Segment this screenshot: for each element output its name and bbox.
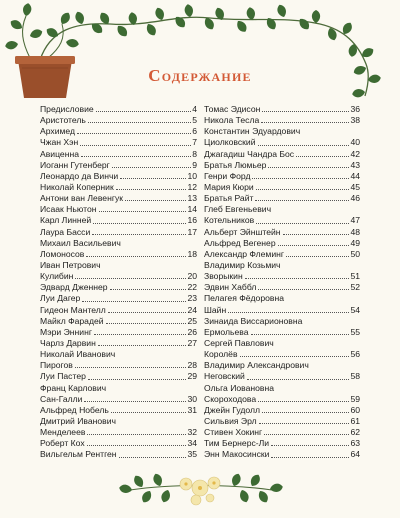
toc-entry — [40, 282, 197, 293]
toc-page-number: 14 — [187, 204, 197, 215]
toc-page-number: 34 — [187, 438, 197, 449]
toc-page-number: 31 — [187, 404, 197, 415]
toc-entry-name: Авиценна — [40, 148, 79, 159]
dot-leader — [261, 122, 349, 123]
toc-entry-row — [204, 371, 360, 382]
dot-leader — [80, 145, 191, 146]
toc-entry — [40, 371, 197, 382]
toc-entry-name: Владимир Александрович — [204, 360, 309, 371]
toc-entry — [40, 316, 197, 327]
toc-entry — [204, 427, 360, 438]
toc-entry — [204, 316, 360, 338]
toc-entry-row — [204, 327, 360, 338]
toc-entry-name: Карл Линней — [40, 215, 92, 226]
dot-leader — [87, 434, 186, 435]
toc-entry-row — [204, 171, 360, 182]
toc-entry-name: Архимед — [40, 126, 76, 137]
toc-entry-row — [40, 305, 197, 316]
dot-leader — [247, 379, 350, 380]
toc-entry — [40, 126, 197, 137]
toc-entry-name: Сильвия Эрл — [204, 415, 257, 426]
toc-entry — [204, 126, 360, 148]
toc-entry-row — [204, 271, 360, 282]
toc-entry-row — [204, 449, 360, 460]
toc-page-number: 17 — [187, 226, 197, 237]
toc-entry — [40, 405, 197, 416]
toc-entry — [204, 182, 360, 193]
toc-entry-name: Вильгельм Рентген — [40, 449, 117, 460]
toc-page-number: 58 — [350, 371, 360, 382]
toc-entry — [40, 438, 197, 449]
dot-leader — [75, 367, 187, 368]
toc-entry-row — [40, 338, 197, 349]
toc-page-number: 64 — [350, 449, 360, 460]
toc-entry-name: Майкл Фарадей — [40, 315, 104, 326]
toc-entry-row — [40, 215, 197, 226]
toc-entry-name: Скороходова — [204, 393, 257, 404]
dot-leader — [258, 289, 349, 290]
dot-leader — [75, 278, 186, 279]
toc-entry-name: Томас Эдисон — [204, 103, 261, 114]
page-title: Содержание — [148, 66, 252, 85]
toc-entry-name: Шайн — [204, 304, 227, 315]
toc-page-number: 6 — [192, 126, 197, 137]
toc-page-number: 32 — [187, 427, 197, 438]
toc-entry-row — [204, 238, 360, 249]
dot-leader — [271, 457, 349, 458]
dot-leader — [110, 289, 187, 290]
toc-page-number: 26 — [187, 326, 197, 337]
toc-entry-name: Альберт Эйнштейн — [204, 226, 281, 237]
toc-entry-row — [40, 438, 197, 449]
toc-entry-name: Никола Тесла — [204, 115, 260, 126]
dot-leader — [278, 245, 350, 246]
toc-entry — [40, 227, 197, 238]
toc-entry-name: Луи Пастер — [40, 371, 86, 382]
toc-entry-row — [204, 160, 360, 171]
toc-entry-row — [40, 327, 197, 338]
toc-page-number: 36 — [350, 103, 360, 114]
toc-entry-name: Антони ван Левенгук — [40, 193, 124, 204]
toc-entry-row — [40, 104, 197, 115]
toc-entry — [204, 416, 360, 427]
toc-entry-name: Леонардо да Винчи — [40, 170, 119, 181]
dot-leader — [116, 189, 187, 190]
toc-entry-name: Александр Флеминг — [204, 248, 285, 259]
toc-entry — [40, 137, 197, 148]
dot-leader — [96, 111, 192, 112]
dot-leader — [259, 423, 350, 424]
toc-entry-row — [40, 193, 197, 204]
toc-entry-row — [204, 427, 360, 438]
toc-entry-row — [40, 316, 197, 327]
toc-entry-name: Королёв — [204, 349, 238, 360]
toc-entry-row — [204, 416, 360, 427]
toc-page-number: 28 — [187, 360, 197, 371]
dot-leader — [264, 434, 349, 435]
toc-page-number: 12 — [187, 181, 197, 192]
toc-entry-name: Братья Люмьер — [204, 159, 267, 170]
toc-entry — [40, 193, 197, 204]
toc-page-number: 8 — [192, 148, 197, 159]
toc-entry — [40, 449, 197, 460]
toc-entry-name: Энн Макосински — [204, 449, 270, 460]
potted-plant-vine-illustration — [0, 0, 400, 110]
toc-entry — [204, 238, 360, 249]
dot-leader — [120, 178, 186, 179]
toc-entry — [40, 204, 197, 215]
toc-page-number: 40 — [350, 137, 360, 148]
toc-page-number: 38 — [350, 115, 360, 126]
toc-entry-row — [40, 449, 197, 460]
toc-entry-row — [204, 282, 360, 293]
toc-page-number: 62 — [350, 427, 360, 438]
toc-entry-name: Котельников — [204, 215, 255, 226]
toc-entry-row — [40, 204, 197, 215]
toc-entry-name: Кулибин — [40, 271, 74, 282]
toc-entry-name: Ермольева — [204, 326, 249, 337]
toc-entry — [204, 360, 360, 382]
toc-entry — [204, 149, 360, 160]
toc-page-number: 10 — [187, 170, 197, 181]
toc-entry — [40, 383, 197, 405]
dot-leader — [99, 211, 187, 212]
toc-page-number: 18 — [187, 248, 197, 259]
toc-entry-name: Генри Форд — [204, 170, 251, 181]
dot-leader — [88, 122, 191, 123]
dot-leader — [258, 145, 350, 146]
dot-leader — [245, 278, 350, 279]
toc-entry-name: Предисловие — [40, 103, 94, 114]
toc-entry-row — [204, 149, 360, 160]
toc-page-number: 16 — [187, 215, 197, 226]
floral-wreath-illustration — [0, 464, 400, 518]
toc-entry — [40, 238, 197, 260]
dot-leader — [283, 234, 350, 235]
dot-leader — [296, 156, 349, 157]
toc-entry-name: Роберт Кох — [40, 438, 85, 449]
toc-entry-name: Глеб Евгеньевич — [204, 204, 272, 215]
toc-entry-name: Эдвин Хаббл — [204, 282, 257, 293]
dot-leader — [84, 401, 186, 402]
toc-entry — [204, 260, 360, 282]
toc-entry-row — [204, 137, 360, 148]
toc-entry-name: Чарлз Дарвин — [40, 337, 96, 348]
toc-entry — [204, 115, 360, 126]
toc-entry-row — [40, 227, 197, 238]
dot-leader — [256, 223, 349, 224]
toc-entry-name: Циолковский — [204, 137, 256, 148]
dot-leader — [271, 445, 349, 446]
toc-entry-row — [204, 215, 360, 226]
toc-page-number: 13 — [187, 193, 197, 204]
toc-entry — [40, 338, 197, 349]
toc-page-number: 45 — [350, 181, 360, 192]
toc-entry-row — [204, 305, 360, 316]
toc-entry-row — [40, 182, 197, 193]
toc-entry-name: Альфред Вегенер — [204, 237, 276, 248]
dot-leader — [286, 256, 349, 257]
toc-entry — [204, 249, 360, 260]
toc-entry — [40, 215, 197, 226]
toc-entry-row — [40, 360, 197, 371]
toc-entry — [204, 282, 360, 293]
toc-entry-name: Иоганн Гутенберг — [40, 159, 110, 170]
toc-entry-name: Стивен Хокинг — [204, 427, 263, 438]
toc-entry — [40, 349, 197, 371]
toc-page-number: 22 — [187, 282, 197, 293]
toc-entry — [204, 449, 360, 460]
toc-page-number: 25 — [187, 315, 197, 326]
toc-page-number: 60 — [350, 404, 360, 415]
toc-entry-row — [40, 405, 197, 416]
toc-entry — [204, 405, 360, 416]
toc-page-number: 49 — [350, 237, 360, 248]
dot-leader — [262, 412, 349, 413]
dot-leader — [92, 234, 186, 235]
toc-page-number: 51 — [350, 271, 360, 282]
toc-page-number: 29 — [187, 371, 197, 382]
toc-page-number: 56 — [350, 349, 360, 360]
toc-entry-row — [40, 171, 197, 182]
toc-entry — [40, 260, 197, 282]
toc-page-number: 5 — [192, 115, 197, 126]
toc-entry-row — [40, 160, 197, 171]
dot-leader — [82, 301, 186, 302]
toc-entry — [204, 438, 360, 449]
dot-leader — [98, 345, 187, 346]
dot-leader — [81, 156, 191, 157]
toc-entry-name: Пелагея Фёдоровна — [204, 293, 284, 304]
dot-leader — [88, 379, 187, 380]
dot-leader — [108, 312, 187, 313]
toc-entry-name: Николай Иванович — [40, 349, 116, 360]
dot-leader — [77, 133, 191, 134]
toc-entry-name: Лаура Басси — [40, 226, 91, 237]
toc-entry-row — [40, 137, 197, 148]
toc-entry — [40, 327, 197, 338]
toc-page-number: 35 — [187, 449, 197, 460]
toc-entry-row — [40, 115, 197, 126]
toc-page-number: 61 — [350, 415, 360, 426]
toc-entry — [40, 182, 197, 193]
toc-entry — [40, 293, 197, 304]
toc-page-number: 30 — [187, 393, 197, 404]
toc-entry-row — [40, 293, 197, 304]
toc-entry — [40, 305, 197, 316]
toc-entry — [204, 193, 360, 204]
toc-entry-name: Исаак Ньютон — [40, 204, 97, 215]
toc-entry — [204, 293, 360, 315]
toc-entry-name: Владимир Козьмич — [204, 259, 281, 270]
toc-page-number: 4 — [192, 103, 197, 114]
toc-entry-row — [40, 126, 197, 137]
toc-page-number: 52 — [350, 282, 360, 293]
toc-entry — [40, 115, 197, 126]
toc-entry-row — [204, 405, 360, 416]
toc-entry-name: Сан-Галли — [40, 393, 83, 404]
toc-entry-name: Мэри Эннинг — [40, 326, 92, 337]
toc-page-number: 42 — [350, 148, 360, 159]
toc-entry-row — [204, 394, 360, 405]
dot-leader — [119, 457, 187, 458]
toc-page-number: 9 — [192, 159, 197, 170]
toc-entry — [40, 160, 197, 171]
toc-entry-name: Зинаида Виссарионовна — [204, 315, 303, 326]
toc-page-number: 46 — [350, 193, 360, 204]
toc-entry-name: Пирогов — [40, 360, 73, 371]
toc-entry-name: Менделеев — [40, 427, 86, 438]
toc-page-number: 43 — [350, 159, 360, 170]
toc-page-number: 24 — [187, 304, 197, 315]
toc-entry-name: Чжан Хэн — [40, 137, 79, 148]
dot-leader — [87, 445, 187, 446]
toc-entry-name: Ольга Иовановна — [204, 382, 275, 393]
toc-page-number: 23 — [187, 293, 197, 304]
dot-leader — [251, 334, 350, 335]
toc-entry-row — [204, 182, 360, 193]
toc-entry — [40, 171, 197, 182]
toc-entry-name: Дмитрий Иванович — [40, 415, 117, 426]
toc-entry-name: Зворыкин — [204, 271, 243, 282]
toc-entry-name: Гидеон Мантелл — [40, 304, 106, 315]
toc-entry — [40, 416, 197, 438]
dot-leader — [86, 256, 186, 257]
toc-entry — [40, 104, 197, 115]
toc-entry-row — [204, 193, 360, 204]
toc-entry-name: Тим Бернерс-Ли — [204, 438, 270, 449]
toc-entry — [40, 149, 197, 160]
dot-leader — [262, 111, 349, 112]
dot-leader — [240, 356, 350, 357]
toc-column-left — [40, 104, 197, 461]
toc-entry-name: Неговский — [204, 371, 245, 382]
dot-leader — [268, 167, 349, 168]
dot-leader — [252, 178, 349, 179]
toc-entry — [204, 227, 360, 238]
toc-entry-name: Мария Кюри — [204, 181, 254, 192]
toc-entry-row — [204, 249, 360, 260]
dot-leader — [112, 167, 191, 168]
toc-entry-row — [40, 249, 197, 260]
toc-entry-name: Джагадиш Чандра Бос — [204, 148, 295, 159]
toc-entry-name: Николай Коперник — [40, 181, 114, 192]
dot-leader — [94, 334, 186, 335]
toc-entry-row — [204, 349, 360, 360]
dot-leader — [255, 200, 349, 201]
toc-entry-row — [40, 371, 197, 382]
toc-page-number: 59 — [350, 393, 360, 404]
toc-entry-name: Михаил Васильевич — [40, 237, 121, 248]
toc-page-number: 55 — [350, 326, 360, 337]
toc-entry-row — [40, 282, 197, 293]
toc-entry-row — [40, 394, 197, 405]
toc-entry-name: Джейн Гудолл — [204, 404, 261, 415]
toc-page-number: 44 — [350, 170, 360, 181]
dot-leader — [258, 401, 349, 402]
toc-entry-name: Константин Эдуардович — [204, 126, 301, 137]
dot-leader — [256, 189, 350, 190]
toc-entry — [204, 338, 360, 360]
toc-entry-name: Альфред Нобель — [40, 404, 109, 415]
toc-page-number: 54 — [350, 304, 360, 315]
toc-page-number: 63 — [350, 438, 360, 449]
toc-entry-name: Аристотель — [40, 115, 86, 126]
toc-entry-row — [204, 438, 360, 449]
toc-entry — [204, 160, 360, 171]
toc-entry-name: Иван Петрович — [40, 259, 101, 270]
dot-leader — [125, 200, 186, 201]
dot-leader — [93, 223, 186, 224]
toc-entry-name: Эдвард Дженнер — [40, 282, 108, 293]
toc-entry-row — [204, 104, 360, 115]
toc-page-number: 7 — [192, 137, 197, 148]
dot-leader — [106, 323, 187, 324]
toc-entry-row — [40, 149, 197, 160]
toc-column-right — [204, 104, 360, 461]
toc-entry-row — [40, 427, 197, 438]
toc-page-number: 27 — [187, 337, 197, 348]
toc-entry-name: Братья Райт — [204, 193, 254, 204]
toc-page-number: 47 — [350, 215, 360, 226]
toc-entry-row — [204, 227, 360, 238]
dot-leader — [111, 412, 187, 413]
toc-entry — [204, 104, 360, 115]
toc-entry-name: Луи Дагер — [40, 293, 81, 304]
toc-entry-name: Сергей Павлович — [204, 337, 274, 348]
toc-entry-name: Ломоносов — [40, 248, 85, 259]
toc-entry-name: Франц Карлович — [40, 382, 107, 393]
toc-page-number: 48 — [350, 226, 360, 237]
dot-leader — [228, 312, 349, 313]
toc-entry — [204, 383, 360, 405]
toc-entry — [204, 204, 360, 226]
toc-page-number: 20 — [187, 271, 197, 282]
toc-entry-row — [204, 115, 360, 126]
toc-page-number: 50 — [350, 248, 360, 259]
toc-entry-row — [40, 271, 197, 282]
toc-entry — [204, 171, 360, 182]
